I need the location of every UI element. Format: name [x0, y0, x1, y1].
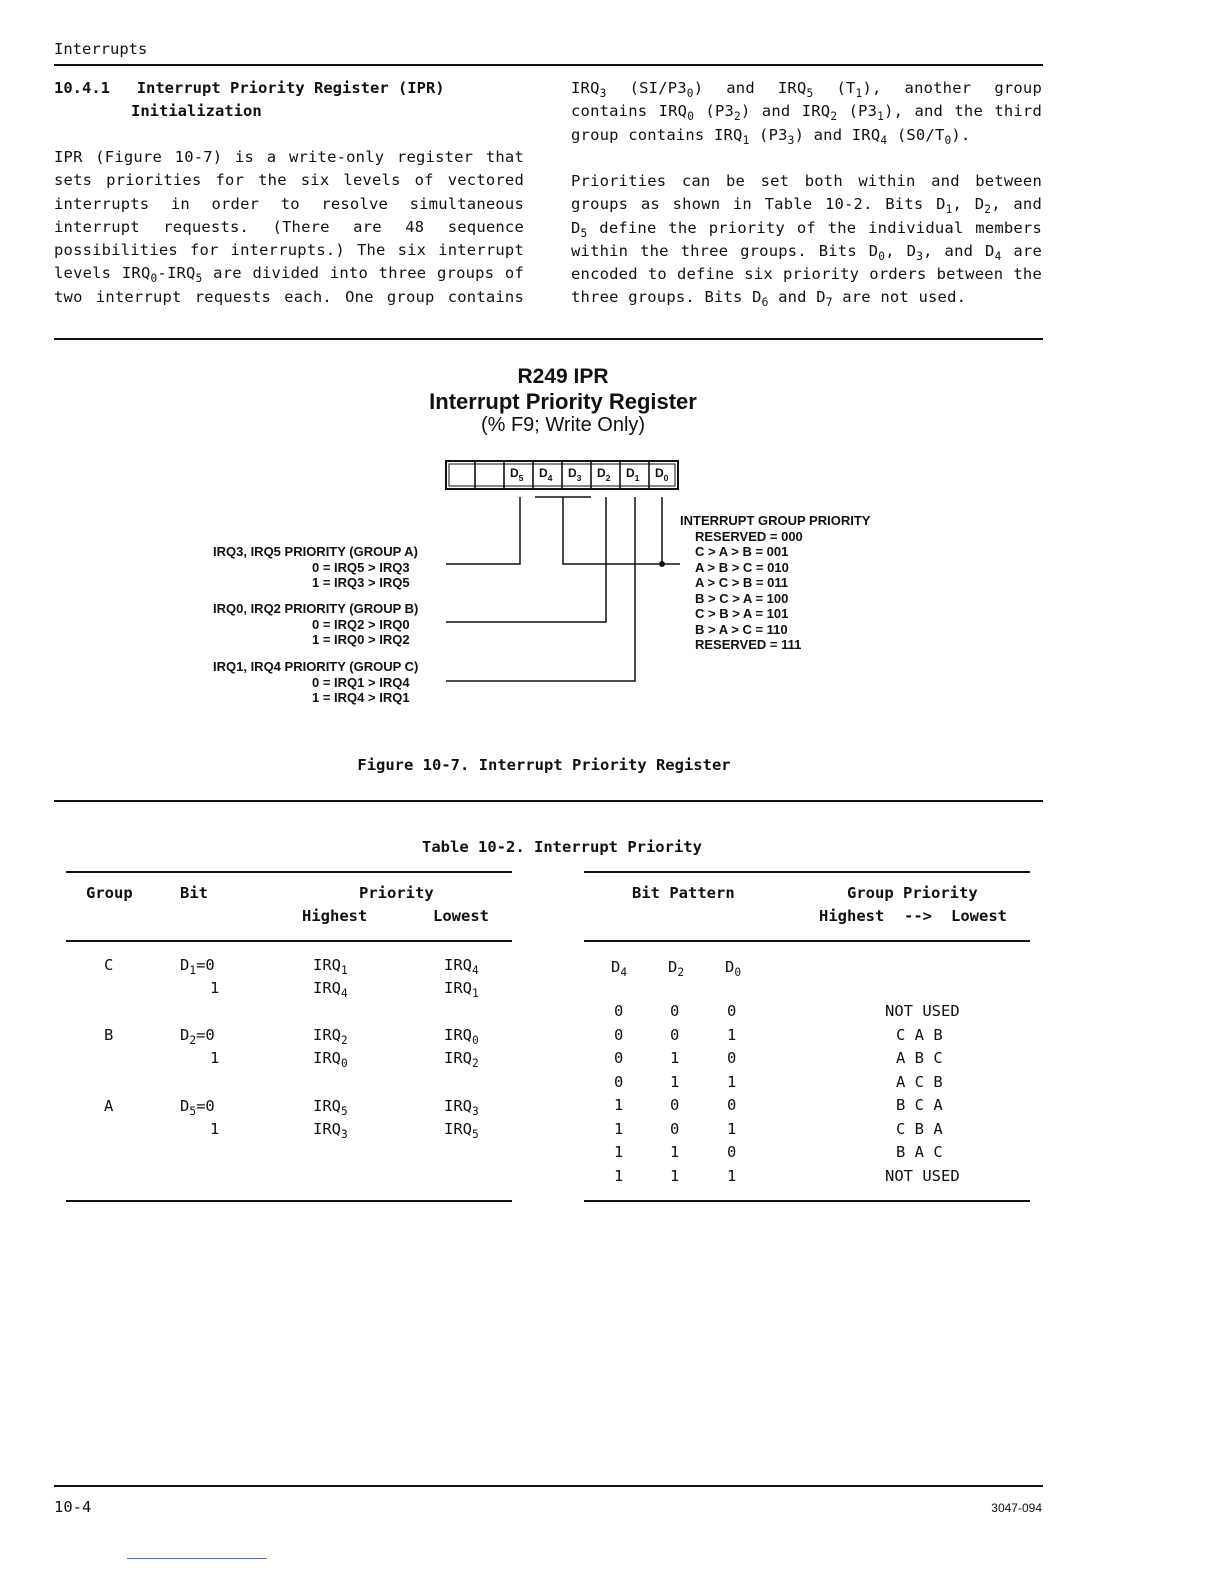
left-line: sets priorities for the six levels of vectored: [54, 171, 524, 190]
d2-connector: [446, 497, 606, 622]
header-bit-pattern: Bit Pattern: [632, 884, 735, 902]
right-line: within the three groups. Bits $D_0$, $D_3$, and $D_4$ are: [571, 241, 1042, 263]
header-priority: Priority: [359, 884, 434, 902]
running-header: Interrupts: [54, 40, 148, 58]
table-right-bottom-rule: [584, 1200, 1030, 1202]
header-gp-lowest: Lowest: [951, 907, 1007, 925]
header-bit: Bit: [180, 884, 208, 902]
left-line: interrupts in order to resolve simultaneous: [54, 194, 524, 213]
right-line: groups as shown in Table 10-2. Bits $D_1$, $D_2$, and: [571, 195, 1042, 217]
right-line: group contains $IRQ_1$ $(P3_3)$ and $IRQ_4$ $(S0/T_0)$.: [571, 125, 971, 147]
page-number: 10-4: [54, 1498, 92, 1516]
left-line: interrupt requests. (There are 48 sequence: [54, 217, 524, 236]
right-line: three groups. Bits $D_6$ and $D_7$ are not used.: [571, 288, 967, 310]
bit-label-d3: $D_3$: [568, 466, 582, 483]
group-priority-label: INTERRUPT GROUP PRIORITY RESERVED = 000 C > A > B = 001 A > B > C = 010 A > C > B = 011 B > C > A = 100 C > B > A = 101 B > A > C = 110 RESERVED = 111: [680, 513, 871, 652]
right-line: contains $IRQ_0$ $(P3_2)$ and $IRQ_2$ $(P3_1)$, and the third: [571, 102, 1042, 124]
header-group: Group: [86, 884, 133, 902]
bit-label-d2: $D_2$: [597, 466, 611, 483]
bit-label-d4: $D_4$: [539, 466, 553, 483]
group-c-label: IRQ1, IRQ4 PRIORITY (GROUP C) 0 = IRQ1 > IRQ4 1 = IRQ4 > IRQ1: [213, 659, 419, 705]
right-line: Priorities can be set both within and between: [571, 172, 1042, 190]
scan-artifact-line: [127, 1558, 267, 1559]
bit-label-d0: $D_0$: [655, 466, 669, 483]
junction-dot: [659, 561, 665, 567]
header-gp-arrow: -->: [904, 907, 932, 925]
figure-caption: Figure 10-7. Interrupt Priority Register: [357, 756, 731, 774]
table-right-header-rule: [584, 940, 1030, 942]
document-number: 3047-094: [991, 1501, 1042, 1515]
section-title-line2: Initialization: [131, 102, 262, 120]
section-title-line1: Interrupt Priority Register (IPR): [136, 79, 445, 97]
header-gp-highest: Highest: [819, 907, 885, 925]
table-left-top-rule: [66, 871, 512, 873]
group-a-label: IRQ3, IRQ5 PRIORITY (GROUP A) 0 = IRQ5 > IRQ3 1 = IRQ3 > IRQ5: [213, 544, 418, 590]
section-number: 10.4.1: [54, 79, 110, 97]
left-line: possibilities for interrupts.) The six interrupt: [54, 241, 524, 260]
left-line: two interrupt requests each. One group contains: [54, 287, 524, 306]
right-line: encoded to define six priority orders between the: [571, 265, 1042, 284]
bit-label-d1: $D_1$: [626, 466, 640, 483]
header-group-priority: Group Priority: [847, 884, 978, 902]
group-b-label: IRQ0, IRQ2 PRIORITY (GROUP B) 0 = IRQ2 > IRQ0 1 = IRQ0 > IRQ2: [213, 601, 419, 647]
left-line: levels $IRQ_0-IRQ_5$ are divided into three groups of: [54, 264, 524, 286]
d5-connector: [446, 497, 520, 564]
footer-rule: [54, 1485, 1043, 1487]
figure-title-name: Interrupt Priority Register: [429, 389, 697, 414]
table-left-bottom-rule: [66, 1200, 512, 1202]
figure-title-address: (% F9; Write Only): [480, 414, 646, 436]
left-line: IPR (Figure 10-7) is a write-only register that: [54, 148, 524, 166]
table-right-top-rule: [584, 871, 1030, 873]
figure-bottom-rule: [54, 800, 1043, 802]
right-line: $D_5$ define the priority of the individual members: [571, 218, 1042, 240]
right-line: $IRQ_3$ $(SI/P3_0)$ and $IRQ_5$ $(T_1)$, another group: [571, 79, 1042, 100]
bit-label-d5: $D_5$: [510, 466, 524, 483]
table-left-header-rule: [66, 940, 512, 942]
register-diagram: [0, 0, 1224, 760]
figure-title-register: R249 IPR: [517, 365, 609, 388]
table-caption: Table 10-2. Interrupt Priority: [422, 838, 702, 856]
header-lowest: Lowest: [433, 907, 489, 925]
header-highest: Highest: [302, 907, 368, 925]
